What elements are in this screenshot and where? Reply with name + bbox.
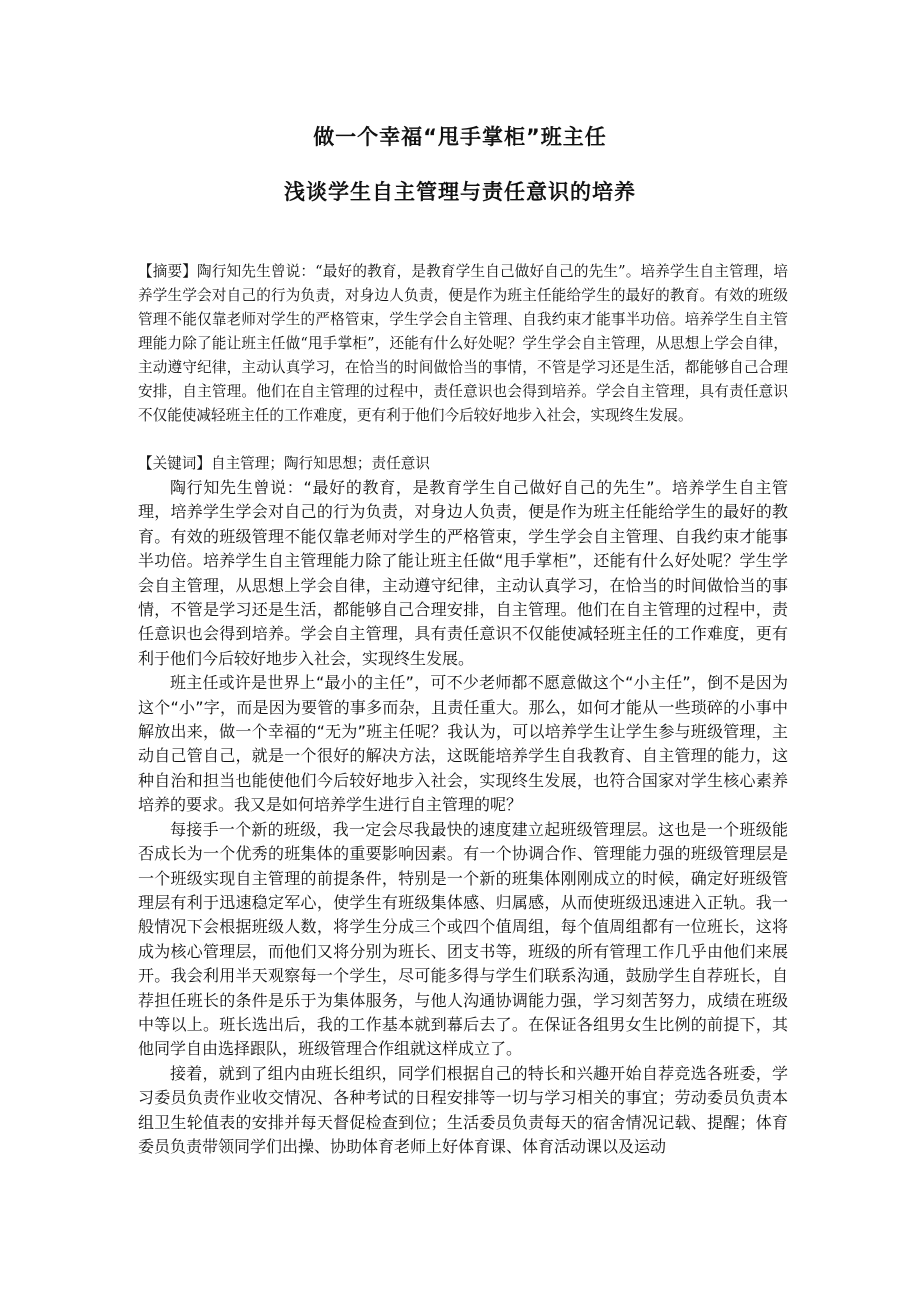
body-paragraph: 陶行知先生曾说：“最好的教育，是教育学生自己做好自己的先生”。培养学生自主管理，培养学生学会对自己的行为负责，对身边人负责，便是作为班主任能给学生的最好的教育。有效的班级管理不能仅靠老师对学生的严格管束，学生学会自主管理、自我约束才能事半功倍。培养学生自主管理能力除了能让班主任做“甩手掌柜”，还能有什么好处呢？学生学会自主管理，从思想上学会自律，主动遵守纪律，主动认真学习，在恰当的时间做恰当的事情，不管是学习还是生活，都能够自己合理安排，自主管理。他们在自主管理的过程中，责任意识也会得到培养。学会自主管理，具有责任意识不仅能使减轻班主任的工作难度，更有利于他们今后较好地步入社会，实现终生发展。: [138, 478, 788, 668]
body-paragraph: 每接手一个新的班级，我一定会尽我最快的速度建立起班级管理层。这也是一个班级能否成长为一个优秀的班集体的重要影响因素。有一个协调合作、管理能力强的班级管理层是一个班级实现自主管理的前提条件，特别是一个新的班集体刚刚成立的时候，确定好班级管理层有利于迅速稳定军心，使学生有班级集体感、归属感，从而使班级迅速进入正轨。我一般情况下会根据班级人数，将学生分成三个或四个值周组，每个值周组都有一位班长，这将成为核心管理层，而他们又将分别为班长、团支书等，班级的所有管理工作几乎由他们来展开。我会利用半天观察每一个学生，尽可能多得与学生们联系沟通，鼓励学生自荐班长，自荐担任班长的条件是乐于为集体服务，与他人沟通协调能力强，学习刻苦努力，成绩在班级中等以上。班长选出后，我的工作基本就到幕后去了。在保证各组男女生比例的前提下，其他同学自由选择跟队，班级管理合作组就这样成立了。: [138, 819, 788, 1059]
body-text: [138, 476, 788, 1159]
keywords-line: 【关键词】自主管理；陶行知思想；责任意识: [138, 455, 430, 472]
abstract-paragraph: 【摘要】陶行知先生曾说：“最好的教育，是教育学生自己做好自己的先生”。培养学生自主管理，培养学生学会对自己的行为负责，对身边人负责，便是作为班主任能给学生的最好的教育。有效的班级管理不能仅靠老师对学生的严格管束，学生学会自主管理、自我约束才能事半功倍。培养学生自主管理能力除了能让班主任做“甩手掌柜”，还能有什么好处呢？学生学会自主管理，从思想上学会自律，主动遵守纪律，主动认真学习，在恰当的时间做恰当的事情，不管是学习还是生活，都能够自己合理安排，自主管理。他们在自主管理的过程中，责任意识也会得到培养。学会自主管理，具有责任意识不仅能使减轻班主任的工作难度，更有利于他们今后较好地步入社会，实现终生发展。: [138, 263, 788, 424]
document-title: 做一个幸福“甩手掌柜”班主任: [313, 125, 607, 149]
body-paragraph: 班主任或许是世界上“最小的主任”，可不少老师都不愿意做这个“小主任”，倒不是因为这个“小”字，而是因为要管的事多而杂，且责任重大。那么，如何才能从一些琐碎的小事中解放出来，做一个幸福的“无为”班主任呢？我认为，可以培养学生让学生参与班级管理，主动自己管自己，就是一个很好的解决方法，这既能培养学生自我教育、自主管理的能力，这种自治和担当也能使他们今后较好地步入社会，实现终生发展，也符合国家对学生核心素养培养的要求。我又是如何培养学生进行自主管理的呢？: [138, 673, 788, 815]
body-paragraph: 接着，就到了组内由班长组织，同学们根据自己的特长和兴趣开始自荐竞选各班委，学习委员负责作业收交情况、各种考试的日程安排等一切与学习相关的事宜；劳动委员负责本组卫生轮值表的安排并每天督促检查到位；生活委员负责每天的宿舍情况记载、提醒；体育委员负责带领同学们出操、协助体育老师上好体育课、体育活动课以及运动: [138, 1063, 788, 1156]
document-subtitle: 浅谈学生自主管理与责任意识的培养: [284, 180, 636, 204]
